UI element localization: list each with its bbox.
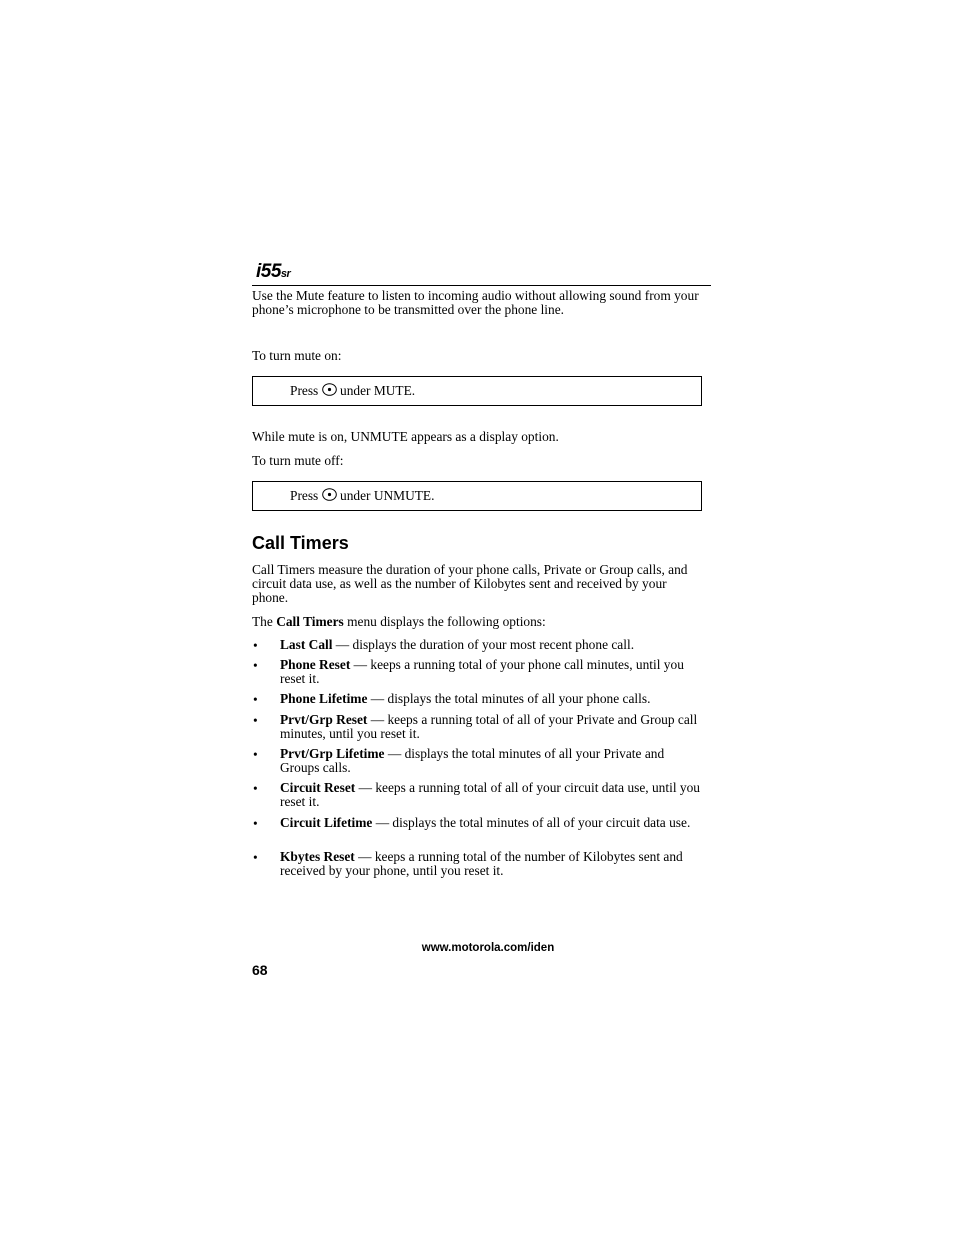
mute-off-lead: To turn mute off:: [252, 453, 344, 468]
option-desc: — keeps a running total of your phone call minutes, until you reset it.: [280, 657, 684, 687]
mute-off-after-key: under UNMUTE.: [340, 488, 435, 503]
bullet-glyph: •: [253, 816, 258, 831]
bullet-glyph: •: [253, 713, 258, 728]
list-item: [280, 781, 705, 809]
bullet-glyph: •: [253, 638, 258, 653]
page-number: 68: [252, 962, 268, 978]
option-desc: — displays the total minutes of all your phone calls.: [367, 691, 651, 706]
mute-off-instruction-box: [252, 481, 702, 511]
intro-paragraph: Use the Mute feature to listen to incoming audio without allowing sound from your phone’s microphone to be transmitted over the phone line.: [252, 288, 699, 318]
option-term: Prvt/Grp Lifetime: [280, 746, 385, 761]
bullet-glyph: •: [253, 850, 258, 865]
mute-off-press: Press: [290, 488, 319, 503]
option-term: Circuit Lifetime: [280, 815, 373, 830]
mute-on-lead: To turn mute on:: [252, 348, 342, 363]
option-desc: — displays the total minutes of all your Private and Groups calls.: [280, 746, 665, 776]
menu-intro-bold: Call Timers: [276, 614, 344, 629]
option-term: Kbytes Reset: [280, 849, 355, 864]
option-desc: — keeps a running total of all of your Private and Group call minutes, until you reset it.: [280, 712, 698, 742]
bullet-glyph: •: [253, 781, 258, 796]
option-desc: — keeps a running total of all of your circuit data use, until you reset it.: [280, 780, 700, 810]
call-timers-description: Call Timers measure the duration of your phone calls, Private or Group calls, and circuit data use, as well as the number of Kilobytes sent and received by your phone.: [252, 562, 688, 606]
option-term: Phone Lifetime: [280, 691, 368, 706]
mute-on-instruction-box: [252, 376, 702, 406]
footer-url: www.motorola.com/iden: [421, 942, 555, 954]
softkey-icon: [322, 487, 337, 502]
menu-intro: [252, 615, 546, 629]
option-term: Prvt/Grp Reset: [280, 712, 368, 727]
softkey-icon: [322, 382, 337, 397]
list-item: [280, 816, 705, 830]
bullet-glyph: •: [253, 692, 258, 707]
mute-status-text: While mute is on, UNMUTE appears as a display option.: [252, 429, 559, 444]
menu-intro-post: menu displays the following options:: [347, 614, 546, 629]
logo-main: i55: [256, 261, 281, 282]
menu-intro-pre: The: [252, 614, 273, 629]
option-term: Circuit Reset: [280, 780, 356, 795]
list-item: [280, 638, 705, 652]
option-desc: — displays the total minutes of all of your circuit data use.: [372, 815, 691, 830]
header-rule: [252, 285, 711, 286]
bullet-glyph: •: [253, 747, 258, 762]
list-item: [280, 850, 705, 878]
option-term: Phone Reset: [280, 657, 351, 672]
option-desc: — keeps a running total of the number of Kilobytes sent and received by your phone, until you reset it.: [280, 849, 683, 879]
list-item: [280, 747, 705, 775]
option-desc: — displays the duration of your most recent phone call.: [332, 637, 635, 652]
mute-on-after-key: under MUTE.: [340, 383, 416, 398]
section-heading: Call Timers: [252, 533, 349, 553]
list-item: [280, 658, 705, 686]
list-item: [280, 713, 705, 741]
mute-on-press: Press: [290, 383, 319, 398]
product-logo: [256, 261, 290, 283]
bullet-glyph: •: [253, 658, 258, 673]
list-item: [280, 692, 705, 706]
logo-sub: sr: [280, 268, 291, 280]
option-term: Last Call: [280, 637, 333, 652]
